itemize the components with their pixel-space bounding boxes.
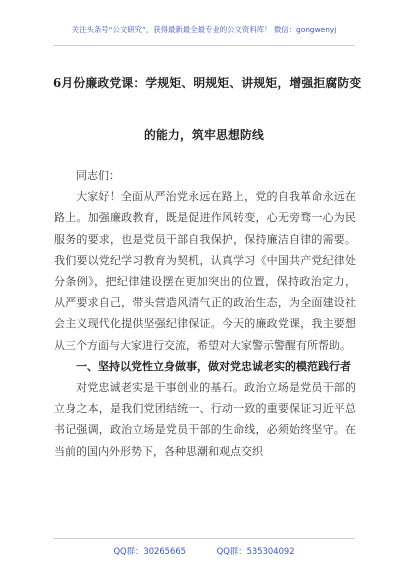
paragraph-intro: 大家好！全面从严治党永远在路上，党的自我革命永远在路上。加强廉政教育，既是促进作风转变，心无旁骛一心为民服务的要求，也是党员干部自我保护，保持廉洁自律的需要。我们要以党纪学习教育为契机，认真学习《中国共产党纪律处分条例》，把纪律建设摆在更加突出的位置，保持政治定力，从严要求自己，带头营造风清气正的政治生态，为全面建设社会主义现代化提供坚强纪律保证。今天的廉政党课，我主要想从三个方面与大家进行交流，希望对大家警示警醒有所帮助。: [54, 190, 356, 352]
header-note: 关注头条号“公文研究”，获得最新最全最专业的公文资料库！ 微信：gongwenyj: [71, 25, 337, 34]
document-body: [54, 165, 356, 462]
header-divider: [53, 45, 355, 46]
document-title-line-2: 的能力，筑牢思想防线: [144, 128, 264, 142]
salutation: 同志们：: [76, 169, 120, 182]
section-heading-1: 一、坚持以党性立身做事，做对党忠诚老实的模范践行者: [76, 359, 351, 373]
footer-qq-group-1: QQ群：30265665: [113, 546, 186, 556]
document-title-line-1: 6月份廉政党课：学规矩、明规矩、讲规矩，增强拒腐防变: [53, 76, 362, 90]
paragraph-section-1: 对党忠诚老实是干事创业的基石。政治立场是党员干部的立身之本，是我们党团结统一、行动一致的重要保证习近平总书记强调，政治立场是党员干部的生命线，必须始终坚守。在当前的国内外形势下，各种思潮和观点交织: [54, 381, 356, 458]
footer-divider: [53, 538, 355, 539]
footer-contacts: [0, 545, 408, 557]
footer-qq-group-2: QQ群：535304092: [216, 546, 295, 556]
